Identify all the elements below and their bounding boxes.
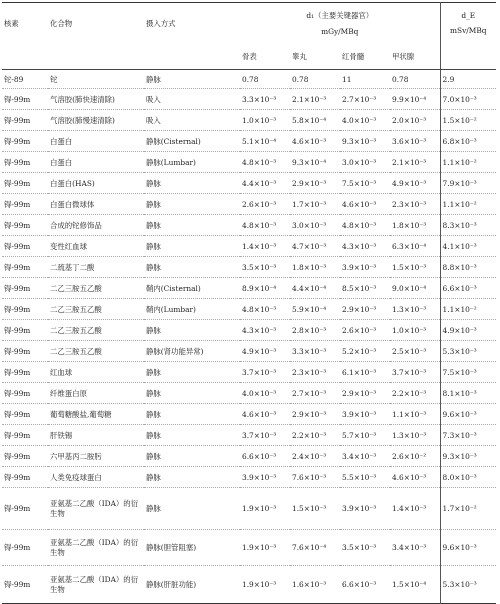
table-row xyxy=(2,488,496,530)
cell-intake: 静脉 xyxy=(144,362,240,383)
cell-v4: 3.6×10⁻³ xyxy=(390,131,440,152)
cell-v1: 3.9×10⁻³ xyxy=(240,467,290,488)
cell-de: 7.9×10⁻³ xyxy=(440,173,496,194)
table-row xyxy=(2,215,496,236)
cell-v1: 4.0×10⁻³ xyxy=(240,383,290,404)
cell-v1: 4.8×10⁻³ xyxy=(240,299,290,320)
cell-de: 7.5×10⁻³ xyxy=(440,362,496,383)
cell-v4: 4.9×10⁻³ xyxy=(390,173,440,194)
cell-v3: 3.9×10⁻³ xyxy=(340,404,390,425)
table-row xyxy=(2,89,496,110)
cell-v4: 1.5×10⁻⁴ xyxy=(390,566,440,604)
header-intake: 摄入方式 xyxy=(146,18,176,28)
cell-v2: 4.4×10⁻⁴ xyxy=(290,278,340,299)
header-de xyxy=(440,3,496,44)
cell-de: 2.9 xyxy=(440,70,496,89)
cell-v4: 1.5×10⁻³ xyxy=(390,257,440,278)
cell-compound: 肝铁锡 xyxy=(48,425,144,446)
cell-v3: 5.5×10⁻³ xyxy=(340,467,390,488)
cell-nuclide: 锝-99m xyxy=(2,530,48,566)
cell-de: 4.1×10⁻³ xyxy=(440,236,496,257)
cell-intake: 静脉(胆管阻塞) xyxy=(144,530,240,566)
cell-de: 8.1×10⁻³ xyxy=(440,383,496,404)
cell-compound: 白蛋白 xyxy=(48,131,144,152)
cell-v3: 2.9×10⁻³ xyxy=(340,383,390,404)
cell-compound: 白蛋白(HAS) xyxy=(48,173,144,194)
header-organ-2: 睾丸 xyxy=(290,43,340,70)
cell-nuclide: 锝-99m xyxy=(2,566,48,604)
cell-v1: 4.6×10⁻³ xyxy=(240,404,290,425)
cell-v1: 4.8×10⁻³ xyxy=(240,215,290,236)
cell-intake: 静脉 xyxy=(144,320,240,341)
cell-de: 1.7×10⁻² xyxy=(440,488,496,530)
cell-v3: 6.6×10⁻³ xyxy=(340,566,390,604)
cell-nuclide: 锝-99m xyxy=(2,110,48,131)
cell-v2: 1.8×10⁻³ xyxy=(290,257,340,278)
header-dt xyxy=(240,3,440,44)
cell-nuclide: 锝-99m xyxy=(2,215,48,236)
cell-v4: 1.3×10⁻³ xyxy=(390,299,440,320)
cell-v3: 3.4×10⁻³ xyxy=(340,446,390,467)
cell-v4: 3.4×10⁻³ xyxy=(390,530,440,566)
cell-compound: 白蛋白微球体 xyxy=(48,194,144,215)
cell-compound: 白蛋白 xyxy=(48,152,144,173)
cell-compound: 二乙三胺五乙酸 xyxy=(48,320,144,341)
cell-compound: 葡萄糖酸盐,葡萄糖 xyxy=(48,404,144,425)
cell-v2: 2.3×10⁻³ xyxy=(290,362,340,383)
cell-v4: 1.3×10⁻³ xyxy=(390,425,440,446)
cell-v4: 2.3×10⁻³ xyxy=(390,194,440,215)
table-row xyxy=(2,173,496,194)
table-row xyxy=(2,236,496,257)
dose-coefficient-table xyxy=(2,2,496,604)
cell-de: 9.6×10⁻³ xyxy=(440,404,496,425)
cell-v3: 2.7×10⁻³ xyxy=(340,89,390,110)
cell-v3: 4.3×10⁻³ xyxy=(340,236,390,257)
cell-v1: 8.9×10⁻⁴ xyxy=(240,278,290,299)
cell-nuclide: 锝-99m xyxy=(2,488,48,530)
table-row xyxy=(2,425,496,446)
cell-v3: 4.0×10⁻³ xyxy=(340,110,390,131)
cell-v1: 2.6×10⁻³ xyxy=(240,194,290,215)
cell-v2: 2.1×10⁻³ xyxy=(290,89,340,110)
cell-nuclide: 锝-99m xyxy=(2,320,48,341)
cell-v1: 3.7×10⁻³ xyxy=(240,425,290,446)
cell-intake: 静脉 xyxy=(144,383,240,404)
cell-compound: 亚氨基二乙酸（IDA）的衍生物 xyxy=(48,566,144,604)
header-nuclide: 核素 xyxy=(4,18,19,28)
cell-nuclide: 锝-99m xyxy=(2,446,48,467)
cell-compound: 亚氨基二乙酸（IDA）的衍生物 xyxy=(48,488,144,530)
header-organ-1: 骨表 xyxy=(240,43,290,70)
cell-v3: 4.8×10⁻³ xyxy=(340,215,390,236)
cell-nuclide: 锝-99m xyxy=(2,257,48,278)
cell-v3: 3.9×10⁻³ xyxy=(340,488,390,530)
header-dt-unit: mGy/MBq xyxy=(321,27,359,36)
cell-compound: 二乙三胺五乙酸 xyxy=(48,299,144,320)
header-compound: 化合物 xyxy=(50,18,73,28)
cell-v2: 9.3×10⁻⁴ xyxy=(290,152,340,173)
cell-nuclide: 锝-99m xyxy=(2,362,48,383)
cell-v3: 8.5×10⁻³ xyxy=(340,278,390,299)
cell-nuclide: 锝-99m xyxy=(2,467,48,488)
cell-v4: 1.4×10⁻³ xyxy=(390,488,440,530)
table-row xyxy=(2,341,496,362)
cell-v3: 5.2×10⁻³ xyxy=(340,341,390,362)
cell-v3: 2.6×10⁻³ xyxy=(340,320,390,341)
cell-de: 8.3×10⁻³ xyxy=(440,215,496,236)
cell-intake: 静脉(肾功能异常) xyxy=(144,341,240,362)
table-row xyxy=(2,566,496,604)
cell-v4: 9.9×10⁻⁴ xyxy=(390,89,440,110)
cell-v3: 2.9×10⁻³ xyxy=(340,299,390,320)
cell-de: 1.1×10⁻² xyxy=(440,152,496,173)
cell-nuclide: 锝-99m xyxy=(2,152,48,173)
cell-nuclide: 锝-99m xyxy=(2,194,48,215)
cell-compound: 亚氨基二乙酸（IDA）的衍生物 xyxy=(48,530,144,566)
cell-nuclide: 锝-99m xyxy=(2,425,48,446)
header-organ-3: 红骨髓 xyxy=(340,43,390,70)
cell-v1: 1.4×10⁻³ xyxy=(240,236,290,257)
cell-v2: 4.7×10⁻³ xyxy=(290,236,340,257)
cell-de: 6.6×10⁻³ xyxy=(440,278,496,299)
cell-intake: 吸入 xyxy=(144,89,240,110)
cell-v3: 6.1×10⁻³ xyxy=(340,362,390,383)
cell-v1: 4.9×10⁻³ xyxy=(240,341,290,362)
cell-compound: 六甲基丙二胺肟 xyxy=(48,446,144,467)
cell-v2: 2.8×10⁻³ xyxy=(290,320,340,341)
cell-v3: 5.7×10⁻³ xyxy=(340,425,390,446)
header-de-unit: mSv/MBq xyxy=(450,26,487,35)
table-row xyxy=(2,530,496,566)
header-row-2 xyxy=(2,43,496,70)
table-row xyxy=(2,446,496,467)
header-de-title: d_E xyxy=(461,11,476,20)
cell-v4: 2.6×10⁻² xyxy=(390,446,440,467)
cell-de: 8.0×10⁻³ xyxy=(440,467,496,488)
cell-v4: 1.0×10⁻³ xyxy=(390,320,440,341)
cell-v1: 4.8×10⁻³ xyxy=(240,152,290,173)
table-body xyxy=(2,70,496,604)
cell-v1: 3.5×10⁻³ xyxy=(240,257,290,278)
cell-v2: 2.9×10⁻³ xyxy=(290,173,340,194)
cell-nuclide: 锝-99m xyxy=(2,278,48,299)
header-row-1 xyxy=(2,3,496,44)
cell-v4: 9.0×10⁻⁴ xyxy=(390,278,440,299)
cell-de: 9.6×10⁻³ xyxy=(440,530,496,566)
cell-v1: 6.6×10⁻³ xyxy=(240,446,290,467)
cell-compound: 人类免疫球蛋白 xyxy=(48,467,144,488)
cell-intake: 静脉 xyxy=(144,236,240,257)
cell-v4: 1.1×10⁻³ xyxy=(390,404,440,425)
table-row xyxy=(2,152,496,173)
cell-v3: 7.5×10⁻³ xyxy=(340,173,390,194)
cell-v1: 0.78 xyxy=(240,70,290,89)
cell-de: 6.8×10⁻³ xyxy=(440,131,496,152)
cell-nuclide: 铊-89 xyxy=(2,70,48,89)
table-row xyxy=(2,278,496,299)
cell-intake: 静脉(Cisternal) xyxy=(144,131,240,152)
cell-nuclide: 锝-99m xyxy=(2,173,48,194)
cell-v1: 1.9×10⁻³ xyxy=(240,488,290,530)
table-row xyxy=(2,404,496,425)
cell-intake: 静脉 xyxy=(144,446,240,467)
cell-intake: 静脉 xyxy=(144,70,240,89)
cell-v4: 2.1×10⁻³ xyxy=(390,152,440,173)
cell-compound: 红血球 xyxy=(48,362,144,383)
cell-v3: 3.5×10⁻³ xyxy=(340,530,390,566)
table-row xyxy=(2,131,496,152)
cell-v3: 3.0×10⁻³ xyxy=(340,152,390,173)
cell-intake: 静脉(肝脏功能) xyxy=(144,566,240,604)
cell-intake: 鞘内(Lumbar) xyxy=(144,299,240,320)
cell-v1: 1.9×10⁻³ xyxy=(240,530,290,566)
cell-de: 1.1×10⁻² xyxy=(440,194,496,215)
table-row xyxy=(2,383,496,404)
cell-v2: 1.6×10⁻³ xyxy=(290,566,340,604)
table-row xyxy=(2,257,496,278)
cell-de: 8.8×10⁻³ xyxy=(440,257,496,278)
table-row xyxy=(2,362,496,383)
cell-v1: 1.9×10⁻³ xyxy=(240,566,290,604)
cell-v3: 9.3×10⁻³ xyxy=(340,131,390,152)
cell-v2: 1.5×10⁻³ xyxy=(290,488,340,530)
cell-intake: 鞘内(Cisternal) xyxy=(144,278,240,299)
cell-v2: 2.4×10⁻³ xyxy=(290,446,340,467)
cell-intake: 静脉 xyxy=(144,257,240,278)
cell-nuclide: 锝-99m xyxy=(2,404,48,425)
cell-v2: 1.7×10⁻³ xyxy=(290,194,340,215)
cell-de: 5.3×10⁻³ xyxy=(440,341,496,362)
cell-v4: 2.2×10⁻³ xyxy=(390,383,440,404)
header-organ-4: 甲状腺 xyxy=(390,43,440,70)
cell-v4: 2.0×10⁻³ xyxy=(390,110,440,131)
cell-intake: 静脉 xyxy=(144,173,240,194)
cell-compound: 气溶胶(肺慢速清除) xyxy=(48,110,144,131)
cell-nuclide: 锝-99m xyxy=(2,236,48,257)
cell-v3: 11 xyxy=(340,70,390,89)
cell-v4: 4.6×10⁻³ xyxy=(390,467,440,488)
cell-v1: 1.0×10⁻³ xyxy=(240,110,290,131)
cell-intake: 静脉 xyxy=(144,467,240,488)
cell-nuclide: 锝-99m xyxy=(2,131,48,152)
cell-v2: 2.9×10⁻³ xyxy=(290,404,340,425)
cell-nuclide: 锝-99m xyxy=(2,341,48,362)
cell-compound: 二乙三胺五乙酸 xyxy=(48,278,144,299)
cell-nuclide: 锝-99m xyxy=(2,299,48,320)
cell-de: 5.3×10⁻³ xyxy=(440,566,496,604)
cell-compound: 二乙三胺五乙酸 xyxy=(48,341,144,362)
cell-de: 4.9×10⁻³ xyxy=(440,320,496,341)
cell-compound: 变性红血球 xyxy=(48,236,144,257)
cell-v4: 2.5×10⁻³ xyxy=(390,341,440,362)
cell-compound: 纤维蛋白原 xyxy=(48,383,144,404)
cell-v2: 5.8×10⁻⁴ xyxy=(290,110,340,131)
cell-v4: 3.7×10⁻³ xyxy=(390,362,440,383)
cell-intake: 静脉 xyxy=(144,194,240,215)
cell-intake: 静脉 xyxy=(144,215,240,236)
cell-compound: 气溶胶(肺快速清除) xyxy=(48,89,144,110)
cell-intake: 静脉 xyxy=(144,488,240,530)
cell-v2: 7.6×10⁻³ xyxy=(290,467,340,488)
cell-intake: 吸入 xyxy=(144,110,240,131)
cell-v4: 1.8×10⁻³ xyxy=(390,215,440,236)
table-row xyxy=(2,320,496,341)
cell-v2: 4.6×10⁻³ xyxy=(290,131,340,152)
cell-compound: 二巯基丁二酸 xyxy=(48,257,144,278)
cell-v4: 0.78 xyxy=(390,70,440,89)
cell-v2: 3.0×10⁻³ xyxy=(290,215,340,236)
cell-nuclide: 锝-99m xyxy=(2,89,48,110)
table-row xyxy=(2,467,496,488)
cell-intake: 静脉(Lumbar) xyxy=(144,152,240,173)
cell-v3: 4.6×10⁻³ xyxy=(340,194,390,215)
cell-v1: 4.3×10⁻³ xyxy=(240,320,290,341)
cell-intake: 静脉 xyxy=(144,404,240,425)
cell-nuclide: 锝-99m xyxy=(2,383,48,404)
cell-v2: 5.9×10⁻⁴ xyxy=(290,299,340,320)
cell-v2: 3.3×10⁻³ xyxy=(290,341,340,362)
cell-v2: 2.7×10⁻³ xyxy=(290,383,340,404)
cell-de: 9.3×10⁻³ xyxy=(440,446,496,467)
table-row xyxy=(2,194,496,215)
cell-v2: 7.6×10⁻⁴ xyxy=(290,530,340,566)
header-dt-title: d₁（主要关键器官） xyxy=(306,11,374,20)
cell-de: 7.0×10⁻³ xyxy=(440,89,496,110)
cell-v1: 5.1×10⁻⁴ xyxy=(240,131,290,152)
table-row xyxy=(2,299,496,320)
cell-de: 1.1×10⁻² xyxy=(440,299,496,320)
cell-v2: 0.78 xyxy=(290,70,340,89)
cell-v2: 2.2×10⁻³ xyxy=(290,425,340,446)
cell-compound: 合成的铊修饰品 xyxy=(48,215,144,236)
table-row xyxy=(2,70,496,89)
cell-v4: 6.3×10⁻⁴ xyxy=(390,236,440,257)
cell-v1: 3.7×10⁻³ xyxy=(240,362,290,383)
cell-compound: 铊 xyxy=(48,70,144,89)
cell-de: 7.3×10⁻³ xyxy=(440,425,496,446)
cell-v3: 3.9×10⁻³ xyxy=(340,257,390,278)
cell-v1: 4.4×10⁻³ xyxy=(240,173,290,194)
cell-v1: 3.3×10⁻³ xyxy=(240,89,290,110)
cell-de: 1.5×10⁻² xyxy=(440,110,496,131)
cell-intake: 静脉 xyxy=(144,425,240,446)
table-row xyxy=(2,110,496,131)
